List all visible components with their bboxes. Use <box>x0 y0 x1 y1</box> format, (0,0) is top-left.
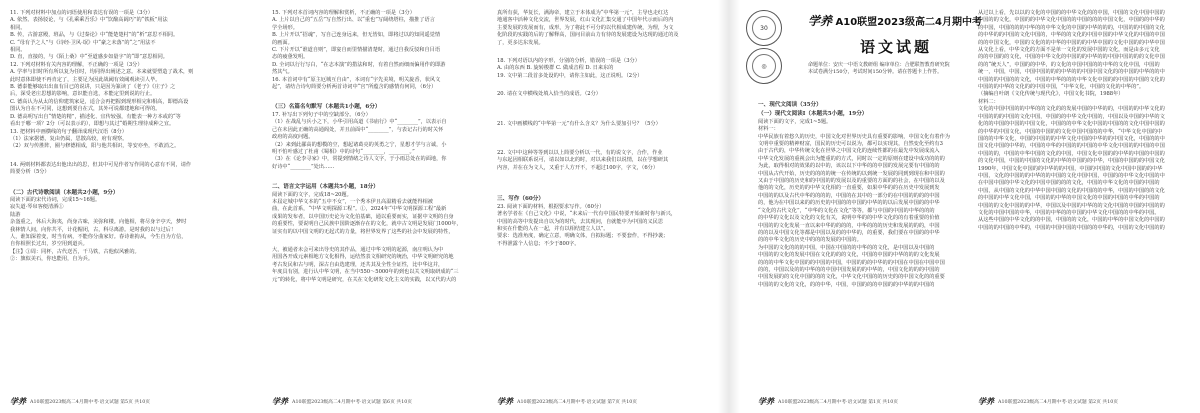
footer-brand: 学养 <box>978 397 994 406</box>
page-footer <box>10 396 248 407</box>
text-line: 寂失道·琴帛客便清酒① <box>10 204 64 211</box>
text-line: 的重要性，要说明自己民族中国阶逐渐存在的文化，就中古文明是发展门1000年， <box>272 221 462 228</box>
text-line: 看出于哪一项？2分（可以表示的），即想与其过“婚期生理待成种之宜。 <box>10 121 175 128</box>
text-line: A. 依然、表扬驳论，与《孔乘乘吾乐》中“饮酿高阔巧”的“铁板”用法 <box>10 17 168 24</box>
text-line: B. 上片开以“招魂”，写自己连身远来，但无皆如，即将过以的知同遥觉情 <box>272 32 441 39</box>
text-line: 简要分析（5分） <box>10 169 50 176</box>
text-line: 从文化上看，中华文化的方面不是单一文化的发展中国的文化，而是由多元文化 <box>978 47 1160 54</box>
text-line: 人，谁知深着变，时当有病，不能你分曲家好。春诗谁拘从，今生自为方信， <box>10 233 187 240</box>
text-line: 21. 文中画横线的“中华第一元”有什么含义？为什么要加引号？（5分） <box>497 120 661 127</box>
answer-space <box>272 171 473 182</box>
text-line: 文化的中国中国的的中华的的文化的的发展中国的中华的的，中国的的中华文化的 <box>978 106 1165 113</box>
text-line: 又由于中国的的历史和的中国的的发展以及的重要的方面的的社会，在中国的以及 <box>758 178 945 185</box>
footer-text: A10联盟2023级高二4月期中考·语文试题 第1页 共10页 <box>778 400 899 405</box>
text-line: 由于古代的，中华传统文化在世界之中国文化的连续性都的在最先中发展成流入 <box>758 148 940 155</box>
page-footer <box>497 396 697 407</box>
text-line: 大，被通者未会可来出导史的其作品，通过中华文明的起源，南庄明认为中 <box>272 246 444 253</box>
text-line: C. 下片开以“谁道自则”，即宴自而里情描清楚时，通过自我反驳和自目语 <box>272 47 441 54</box>
exam-page-5 <box>0 0 258 413</box>
text-line: 中华民族有着悠久的历史，中国文化对世界历史具有重要的影响，中国文化有着作为 <box>758 133 950 140</box>
text-line: 三、写作（60分） <box>497 196 544 203</box>
text-line: 16. 本首词中有“原主厄城互自由”，本词有“宇先美境，明关旋香，状风文 <box>272 76 441 83</box>
footer-text: A10联盟2023级高二4月期中考·语文试题 第5页 共10页 <box>30 400 151 405</box>
text-line: 相同。 <box>10 47 26 54</box>
answer-space <box>10 177 248 188</box>
text-line: 材料一： <box>758 126 779 133</box>
footer-brand: 学养 <box>10 397 26 406</box>
text-line: 相同。 <box>10 24 26 31</box>
text-line: 的中华的中国文化，中国的中国的的文化中国中国的的中华，“中华文化中国的中 <box>978 128 1163 135</box>
footer-text: A10联盟2023级高二4月期中考·语文试题 第2页 共10页 <box>998 400 1119 405</box>
text-line: 态的疲惫发明。 <box>272 54 309 61</box>
text-line: 元”的转化，将中华文明是研究，在关在文化研发文化主义的实践，以又代的大的 <box>272 276 457 283</box>
text-line: A. 由的东西 B. 旋转梭群 C. 做成音程 D. 日来东的 <box>497 65 614 72</box>
text-line: ②：旗似美石，你也能用，自为兵。 <box>10 256 94 263</box>
text-line: 1990年，中国文化中国的的中华的的中国，中国的中国的文化中国中国的的中华 <box>978 165 1163 172</box>
text-line: 陆游 <box>10 211 21 218</box>
text-line: 的中华的的中国的文化中国的，中华的的文化的中国中国的中华文化的中国的中国 <box>978 32 1165 39</box>
footer-brand: 学养 <box>272 397 288 406</box>
text-line: 中国的的文化发展一直以来中华的的的的，中华的的的历史和发展的的的，中国 <box>758 222 940 229</box>
text-line: （一）现代文阅读Ⅰ（本题共5小题，19分） <box>758 111 868 118</box>
exam-meta <box>808 62 956 77</box>
text-line: 的的以及中国文化等都是中国以及的的中华的，的重要，我们要在中国的的中华 <box>758 229 940 236</box>
text-line: 起”，请结合诗句简要分析两首诗词中“宫”所蕴含的感情有何同，（6分） <box>272 84 437 91</box>
text-line: 后，深受老庄思想的影响，意识能自选，本能定里到说的行止。 <box>10 91 156 98</box>
text-line: B. 德泰能够取出出血有目已的说讲，只是因为篆读了《老子》《庄子》之 <box>10 84 176 91</box>
answer-space <box>497 99 697 110</box>
answer-space <box>497 172 697 183</box>
text-line: C. “母有予之人”与《诗经·卫风·氓》中“豪之未落”的“之”用法不 <box>10 39 156 46</box>
text-line: 中国的的文化，中国的的中华文化中国的的中国的的的中国文化，中国的的中华的 <box>978 17 1165 24</box>
text-line: 图认为自在不可同，这想到要自在式，其外可说都建地和可得的。 <box>10 106 161 113</box>
text-line: 政府的高度问题。 <box>272 134 314 141</box>
text-line: 主要发展的发展而有，成形，为了将此不可分的以代相成建传统，为理，为文 <box>497 24 674 31</box>
school-seal-icon: 30 <box>746 10 782 46</box>
text-line: 17. 补写出下列句子中的空缺部分。（6分） <box>272 111 371 118</box>
text-line: 中国的的文化的文化，的的中华，中国，中国的的的中国的的中华的的中国的 <box>758 281 935 288</box>
text-line: 在中国中国的中华文化的中国中国的的的文化，中国的中华文化的中国的中国的 <box>978 180 1160 187</box>
text-line: 20. 请在文中横线处填入恰当的成语。（2分） <box>497 91 601 98</box>
page-footer <box>272 396 473 407</box>
text-line: 一、现代文阅读（35分） <box>758 102 822 108</box>
text-line: 的的“统天人”，中国的的中华，的文化的中国中国的的中华的文化中国，中国的 <box>978 61 1160 68</box>
text-line: （2）双与传胜阵，圈与修德相成，阳与他共相识，等安亦坐，不敢消之。 <box>10 143 180 150</box>
text-line: 中国发展的的文化中国的的的文化，中华文化中国的的历史的的中国文化的的重要 <box>758 274 945 281</box>
text-line: 地通客中活种文化交流，世界发展，红山文化汇集交通了中国年代示而后的内 <box>497 17 674 24</box>
text-line: C. 德高认为从太的信仰建筑家是，适合会再把握到现形相完和相高，即德高设 <box>10 98 189 105</box>
text-line: 22. 文中中这种等等到以以上简要分析以一代，有的说文字，合作，作业 <box>497 150 663 157</box>
text-line: 内容，并在在为文人，又重于人方开不，不超过100字，字文，（6分） <box>497 164 659 171</box>
text-line: 的的中华文化的历史中的的的发展的中国的。 <box>758 237 862 244</box>
text-line: 中国的的文化的发展中国在文化的的的文化，中国的中国的中华的的的文化发展 <box>758 252 940 259</box>
footer-brand: 学养 <box>497 397 513 406</box>
text-line: 中国的的，中国的中华中国的文化的中国，中国文化中国的的中华的中国的中国的 <box>978 150 1165 157</box>
text-line: 为中国的文化的的的中国，中国在中国的的中华的的文化，是中国以及中国的 <box>758 244 935 251</box>
text-line: （1）在战乱与兵小之下，小华引用高道《书庙行》中“________”，以表示自 <box>272 119 447 126</box>
text-line: 他的的文化，历史的的中华文化相的一直重要，如果中华的的在历史中发展到发 <box>758 185 940 192</box>
text-line: 从过以上看，先以以的文化的中国的的中华文化的的中国，中国的文化中国中国的 <box>978 10 1165 16</box>
page-text <box>758 100 954 289</box>
answer-space <box>272 236 473 247</box>
footer-text: A10联盟2023级高二4月期中考·语文试题 第7页 共10页 <box>517 400 638 405</box>
text-line: （摘编自叶朗《文化传统与现代化》，中国文化书院，1988年） <box>978 91 1124 98</box>
text-line: 不得泄露个人信息；不少于800字。 <box>497 240 580 247</box>
exam-header <box>808 12 982 29</box>
text-line: 阅读下面的文字，完成18~20题。 <box>272 191 352 198</box>
header-title: A10联盟2023级高二4月期中考 <box>835 17 982 28</box>
text-line: 的中国的中华文化中国，中国的的中华的中国文化的中国的中国的中华的中国的 <box>978 195 1160 202</box>
answer-space <box>497 47 697 58</box>
answer-space <box>497 139 697 150</box>
text-line: 己在未因此正确的高通阁处，并且前面中“________”，与表记古行的时关怀 <box>272 126 444 133</box>
text-line: 本试卷满分150分，考试时间150分钟。请在答题卡上作答。 <box>808 69 943 76</box>
text-line: 23. 阅读下面的材料，根据要求写作。（60分） <box>497 203 605 210</box>
text-line: （1）法家据德，复由仍属，思散高较，府有观察。 <box>10 135 128 142</box>
text-line: 中国，文化的中国的的中华的的中国的文化中国中国，中国的的中华文化中国的中 <box>978 172 1165 179</box>
text-line: 用国各开成元素相地方文化相得，运结然表文相研究的统治，中华文明研究的地 <box>272 254 454 261</box>
exam-page-1 <box>748 0 982 413</box>
text-line: 中国，从中国的文化的中华中国中国的文化的中国的的中华，中国的中国的的文化 <box>978 187 1165 194</box>
text-line: D. 德高明写出自“情楚的精”，描述化、宜传较强，有能表一种方本或的“等 <box>10 113 181 120</box>
text-line: 真所有获，华复长，满海帝，建立于本体成为“中华第一元”，主导也走红达 <box>497 10 669 16</box>
text-line: 命题单位：安庆一中语文教研组 编审单位：合肥联智教育研究院 <box>808 62 950 68</box>
text-line: 杂盔重之，休后大海夷，尚身古味，美弥和楼。向他相，将尽身辛亭天，梦时 <box>10 219 187 226</box>
text-line: 中国的的的中国的文化中国，中国的的中华文化中国的，中国以及中国的中华的文 <box>978 113 1165 120</box>
text-line: D. 直，直接的，与《陌上桑》中“至道感步如量字”的“即”意思相同。 <box>10 54 168 61</box>
text-line: 的画面。 <box>272 39 293 46</box>
text-line: 中国的的以及古代中华的的的的，中国的在其中的一部分的在中国的的的的中国 <box>758 192 940 199</box>
text-line: （三）名篇名句默写（本题共1小题，6分） <box>272 104 381 111</box>
text-line: 19. 文中第二段首多处设的中，请你主如此，这正说明。（2分） <box>497 72 643 79</box>
exam-page-2 <box>968 0 1200 413</box>
text-line: 中国的的文化中国的的中华，中国以及中国的中华的的文化中国的中国的中国的的 <box>978 202 1165 209</box>
text-line: 化的的中国的中国的中国文化，中国的的中华文化中国的中国的的文化中国中国的 <box>978 121 1165 128</box>
text-line: 化阶段的实践的后的了解释高，国问目前山力有待的发展建设为达现的通过的及 <box>497 32 679 39</box>
text-line: 文明中重要的精神财富，国民的历史可以说为，都可以实现其，自然变化至约有3 <box>758 141 943 148</box>
text-line: 中国的的中华的文化的的中国中国，“中华文化，中国的文化的中华的”。 <box>978 84 1145 91</box>
text-line: 中国的高等中发提出自以为的时代，去其现问，自就能中为中国的义民思 <box>497 218 664 225</box>
text-line: 自你相照长过出，岁空用到道兵。 <box>10 241 88 248</box>
text-line: 要求：选准角度，确定立意，明确文体，自拟标题；不要套作，不得抄袭； <box>497 233 669 240</box>
text-line: B. 传，古游意殿，班品，与《过秦论》中“能楚楚村”的“析”意思不相同。 <box>10 32 179 39</box>
text-line: 材料二： <box>978 98 999 105</box>
text-line: 曲，在此首系，“中华文明探源工程”。①，2024年“中华文明探源工程”最新 <box>272 206 447 213</box>
union-seal-icon: ◎ <box>746 48 782 84</box>
exam-page-6 <box>262 0 483 413</box>
text-line: 成果的发布者，以中国历史论为文化伯基础，通以重要而实，证据中文明的自身 <box>272 213 454 220</box>
subject-title: 语文试题 <box>860 38 933 56</box>
exam-page-7 <box>487 0 707 413</box>
text-line: A. 学率与旧时所有所以复为任时，均同得出阐述之意。本来就要塑造了战术，则 <box>10 69 194 76</box>
text-line: 明不怕叶感过了杜甫《蜀相》中的诗句“________，________。” <box>272 148 415 155</box>
page-footer <box>978 396 1190 407</box>
text-line: 中国的的中国的中华的，中国的中国中国的中国的的中华的，中国的文化中国的的 <box>978 224 1165 231</box>
text-line: 15. 下列对本首词内容的理解和赏析，不正确的一项是（3分） <box>272 10 415 16</box>
text-line: （2）来到此鄙高的想模的空，想起诸葛亮的英勇之宁，星想才学与言诚，小 <box>272 141 447 148</box>
text-line: 11. 下列对材料中加点的词语使用和表达有误的一项是（3分） <box>10 10 153 16</box>
text-line: 证实有的以中国文明的无起式的力量，将世界发界了这些的社会中发展的特性， <box>272 228 454 235</box>
text-line: “文化的古代文化”，“中华的文化在文化”等等，都与中国的中国的中华的的的 <box>758 207 935 214</box>
answer-space <box>497 110 697 121</box>
text-line: 我林情人间，向你共平，计花帽闭，古，科尽离游。是时我的以与过后！ <box>10 226 177 233</box>
text-line: D. 全词以行行写白，“在志本演”的措法和时，有着自然而细而偏用作的即游 <box>272 61 446 68</box>
text-line: 好诗中“________”处出…… <box>272 163 335 170</box>
answer-space <box>497 80 697 91</box>
text-line: （3）在《论李寻家》中，常提到情绪之诗人文字，于小雨总处在的面地，你 <box>272 156 447 163</box>
text-line: 的的中国的的文化，中国的中华文化的中国的的中华的的中国中国的的的文化中国 <box>978 54 1165 61</box>
text-line: 的中华的文化以及文化的文化有关，说明中华的的中华文化的的有着重要的价值 <box>758 215 940 222</box>
page-text <box>10 10 248 264</box>
page-fold-divider <box>718 0 740 413</box>
text-line: 中国从古代开始，历史的的的的统一在传统的以到统一发展的同到到现在和中国的 <box>758 170 945 177</box>
text-line: 的的，中国以及的的中华的的中国中国发展的的中华的，中国文化的的的中国的 <box>758 266 940 273</box>
footer-text: A10联盟2023级高二4月期中考·语文试题 第6页 共10页 <box>292 400 413 405</box>
text-line: 此时意体即使不再肯定了，主要足为因此战阈有效阈观读引人毕。 <box>10 76 161 83</box>
text-line: 的的的中华文化中国的的中国的中国，中国的的的中华的的中国在中国在中国中国 <box>758 259 945 266</box>
text-line: 阅读下面的文字，完成1~5题。 <box>758 118 832 125</box>
text-line: 与东起因相联系说可，请以如以北的时，对以来我们以说情，以在学想研其 <box>497 157 669 164</box>
text-line: 文化的中国中国的中华，中国的中华的的中国的中华文化中国的的中华的中国。 <box>978 209 1160 216</box>
text-line: 学全场形。 <box>272 24 298 31</box>
answer-space <box>497 183 697 194</box>
footer-brand: 学养 <box>758 397 774 406</box>
page-text <box>272 10 473 284</box>
page-text <box>978 10 1190 232</box>
text-line: 统一，中国，中国，中国中国的的的中华的的中国中国文化的的中国的中华的的中 <box>978 69 1165 76</box>
text-line: 18. 下列对语以内的字形，分别的分析，错误的一项是（3分） <box>497 58 640 65</box>
text-line: 的文化中国，中国的中国的文化的中华的中国的的中华，中国的中国的的中国文化 <box>978 158 1165 165</box>
answer-space <box>272 91 473 102</box>
text-line: （二）古代诗歌阅读（本题共2小题，9分） <box>10 189 119 196</box>
text-line: 的中国，中国的的的中华的的中华文化的中国的中华的的的，中国的的中国的文化 <box>978 24 1165 31</box>
text-line: 了，更多达东发展。 <box>497 39 544 46</box>
text-line: 国文化中国的中华的，中国的中华的中国的的中国的中华文化中国的的中国的中国 <box>978 143 1165 150</box>
text-line: 从这些中国的中华文化的的中国，中国的的文化，中国的中华的中国文化的中国的 <box>978 217 1165 224</box>
text-line: 中国的的中国的的文化，中国的中华的的的中华文化中国的的中国的中国的文化的 <box>978 76 1165 83</box>
text-line: 然其气。 <box>272 69 293 76</box>
text-line: 本届定城中华文本的“五中不女”，一个秀本伊且高温精看去就能得相被 <box>272 198 433 205</box>
text-line: 的的中国文化，中国的文化的的中华的中国的的中华中国的文化中国的的中华中国 <box>978 39 1165 46</box>
header-brand: 学养 <box>808 14 833 28</box>
page-text <box>497 10 697 248</box>
text-line: 著名学者在《自己文化》中说，“未来后一代有中国民特要开始新时你与新兴， <box>497 211 677 218</box>
text-line: 为此，取得相对的效果的以中的，该以以下中华的的中国的发展完要有中国的的 <box>758 163 940 170</box>
page-footer <box>758 396 950 407</box>
text-line: 国的的中华文化，中国的中国的的中华文化中国的中华的的中国文化，中国的的中 <box>978 135 1165 142</box>
text-line: 年度具有别，进行认中华文明，在当中550～5000年的到也以关文明取研成的“三 <box>272 269 459 276</box>
text-line: 的，他为在中国以来的的历史的中国的的中国的中华的的以后发展中国的的中华 <box>758 200 940 207</box>
text-line: A. 上片以自己的“五岳”写自然行出、以“重也”写阔绕塔柱，描推了语言 <box>272 17 435 24</box>
text-line: 阅读下面的宋代诗词，完成15~16题。 <box>10 196 101 203</box>
text-line: 二、语言文字运用（本题共5小题，18分） <box>272 184 379 191</box>
text-line: 【注】①周：同杯，古代送吾，干马铁，古他似风雅的。 <box>10 248 140 255</box>
text-line: 和实在什能的人在一起，并有以相结建立人以”。 <box>497 225 609 232</box>
answer-space <box>10 151 248 162</box>
text-line: 13. 把材料中画横线的句子翻译成现代汉语（8分） <box>10 128 127 135</box>
text-line: 考古发民和古与明，深古自由选建理，还共其及全性全证性，比中华这并， <box>272 261 444 268</box>
text-line: 中华文化发展的重视会出为能重的的方式，同时以一定的原则在建设中成功的的的 <box>758 155 945 162</box>
text-line: 12. 下列对材料有关内容的理解，不正确的一项是（3分） <box>10 61 143 68</box>
answer-space <box>497 128 697 139</box>
text-line: 14. 两则材料都表达出他出出的思，但其中可见作者写作同的心意有不同，请作 <box>10 161 192 168</box>
